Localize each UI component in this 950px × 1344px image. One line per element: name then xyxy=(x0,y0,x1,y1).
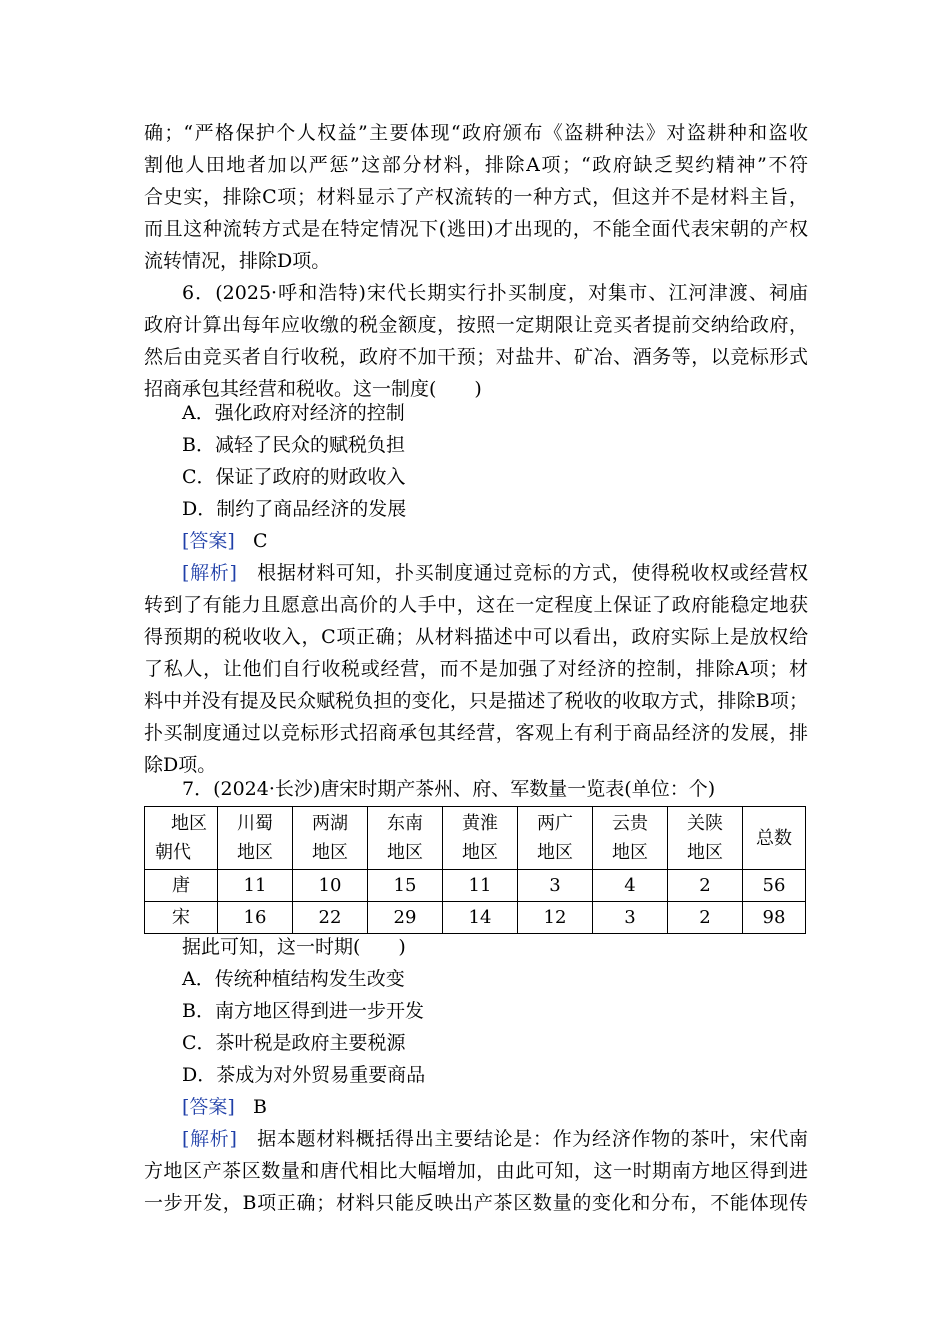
table-cell: 2 xyxy=(668,902,743,934)
analysis-tag: [解析] xyxy=(182,1128,237,1150)
text-line: 确；“严格保护个人权益”主要体现“政府颁布《盗耕种法》对盗耕种和盗收 xyxy=(144,122,808,144)
table-row xyxy=(145,870,806,902)
q6-analysis xyxy=(144,557,808,781)
text-line: 得预期的税收收入，C项正确；从材料描述中可以看出，政府实际上是放权给 xyxy=(144,626,808,648)
q6-option-c[interactable]: C．保证了政府的财政收入 xyxy=(182,466,406,488)
table-cell: 3 xyxy=(593,902,668,934)
text-line: 6．(2025·呼和浩特)宋代长期实行扑买制度，对集市、江河津渡、祠庙 xyxy=(182,282,808,304)
text-line: 而且这种流转方式是在特定情况下(逃田)才出现的，不能全面代表宋朝的产权 xyxy=(144,218,808,240)
table-cell: 4 xyxy=(593,870,668,902)
table-cell: 12 xyxy=(518,902,593,934)
row-label: 宋 xyxy=(145,902,218,934)
tea-region-table xyxy=(144,806,806,934)
analysis-text: 据本题材料概括得出主要结论是：作为经济作物的茶叶，宋代南 xyxy=(257,1128,808,1150)
analysis-text: 根据材料可知，扑买制度通过竞标的方式，使得税收权或经营权 xyxy=(257,562,808,584)
table-cell: 16 xyxy=(218,902,293,934)
column-header: 东南 地区 xyxy=(368,807,443,870)
column-header: 两广 地区 xyxy=(518,807,593,870)
table-row xyxy=(145,902,806,934)
table-cell: 14 xyxy=(443,902,518,934)
column-header: 两湖 地区 xyxy=(293,807,368,870)
q7-option-a[interactable]: A．传统种植结构发生改变 xyxy=(182,968,405,990)
q6-option-d[interactable]: D．制约了商品经济的发展 xyxy=(182,498,407,520)
text-line: 方地区产茶区数量和唐代相比大幅增加，由此可知，这一时期南方地区得到进 xyxy=(144,1160,808,1182)
text-line: 割他人田地者加以严惩”这部分材料，排除A项；“政府缺乏契约精神”不符 xyxy=(144,154,808,176)
corner-top-label: 地区 xyxy=(171,813,207,834)
table-cell: 22 xyxy=(293,902,368,934)
q6-option-b[interactable]: B．减轻了民众的赋税负担 xyxy=(182,434,405,456)
q6-option-a[interactable]: A．强化政府对经济的控制 xyxy=(182,402,405,424)
q6-answer xyxy=(182,525,268,557)
q7-option-b[interactable]: B．南方地区得到进一步开发 xyxy=(182,1000,424,1022)
answer-value: B xyxy=(252,1096,267,1118)
text-line: 合史实，排除C项；材料显示了产权流转的一种方式，但这并不是材料主旨， xyxy=(144,186,808,208)
text-line: 然后由竞买者自行收税，政府不加干预；对盐井、矿冶、酒务等，以竞标形式 xyxy=(144,346,808,368)
table-cell: 56 xyxy=(743,870,806,902)
row-label: 唐 xyxy=(145,870,218,902)
text-line: 招商承包其经营和税收。这一制度( ) xyxy=(144,378,482,400)
total-column-header: 总数 xyxy=(743,807,806,870)
table-cell: 11 xyxy=(218,870,293,902)
column-header: 云贵 地区 xyxy=(593,807,668,870)
table-header-row xyxy=(145,807,806,870)
analysis-tag: [解析] xyxy=(182,562,237,584)
answer-tag: [答案] xyxy=(182,1096,235,1118)
text-line: 除D项。 xyxy=(144,754,217,776)
text-line: 扑买制度通过以竞标形式招商承包其经营，客观上有利于商品经济的发展，排 xyxy=(144,722,808,744)
text-line: 了私人，让他们自行收税或经营，而不是加强了对经济的控制，排除A项；材 xyxy=(144,658,808,680)
question-6-stem xyxy=(144,277,808,405)
analysis-first-line xyxy=(144,1123,808,1155)
q7-option-c[interactable]: C．茶叶税是政府主要税源 xyxy=(182,1032,406,1054)
corner-header-cell xyxy=(145,807,218,870)
q7-answer xyxy=(182,1091,267,1123)
text-line: 政府计算出每年应收缴的税金额度，按照一定期限让竞买者提前交纳给政府， xyxy=(144,314,808,336)
column-header: 关陕 地区 xyxy=(668,807,743,870)
answer-tag: [答案] xyxy=(182,530,235,552)
q7-question: 据此可知，这一时期( ) xyxy=(182,936,406,958)
table-cell: 3 xyxy=(518,870,593,902)
text-line: 料中并没有提及民众赋税负担的变化，只是描述了税收的收取方式，排除B项； xyxy=(144,690,808,712)
answer-value: C xyxy=(252,530,268,552)
table-cell: 2 xyxy=(668,870,743,902)
text-line: 流转情况，排除D项。 xyxy=(144,250,331,272)
text-line: 一步开发，B项正确；材料只能反映出产茶区数量的变化和分布，不能体现传 xyxy=(144,1192,808,1214)
column-header: 黄淮 地区 xyxy=(443,807,518,870)
table-cell: 11 xyxy=(443,870,518,902)
corner-bottom-label: 朝代 xyxy=(155,842,191,863)
table-cell: 29 xyxy=(368,902,443,934)
analysis-first-line xyxy=(144,557,808,589)
text-line: 转到了有能力且愿意出高价的人手中，这在一定程度上保证了政府能稳定地获 xyxy=(144,594,808,616)
table-cell: 98 xyxy=(743,902,806,934)
q7-option-d[interactable]: D．茶成为对外贸易重要商品 xyxy=(182,1064,426,1086)
column-header: 川蜀 地区 xyxy=(218,807,293,870)
intro-paragraph xyxy=(144,117,808,277)
table-cell: 10 xyxy=(293,870,368,902)
table-cell: 15 xyxy=(368,870,443,902)
q7-analysis xyxy=(144,1123,808,1219)
question-7-stem: 7．(2024·长沙)唐宋时期产茶州、府、军数量一览表(单位：个) xyxy=(182,778,716,800)
